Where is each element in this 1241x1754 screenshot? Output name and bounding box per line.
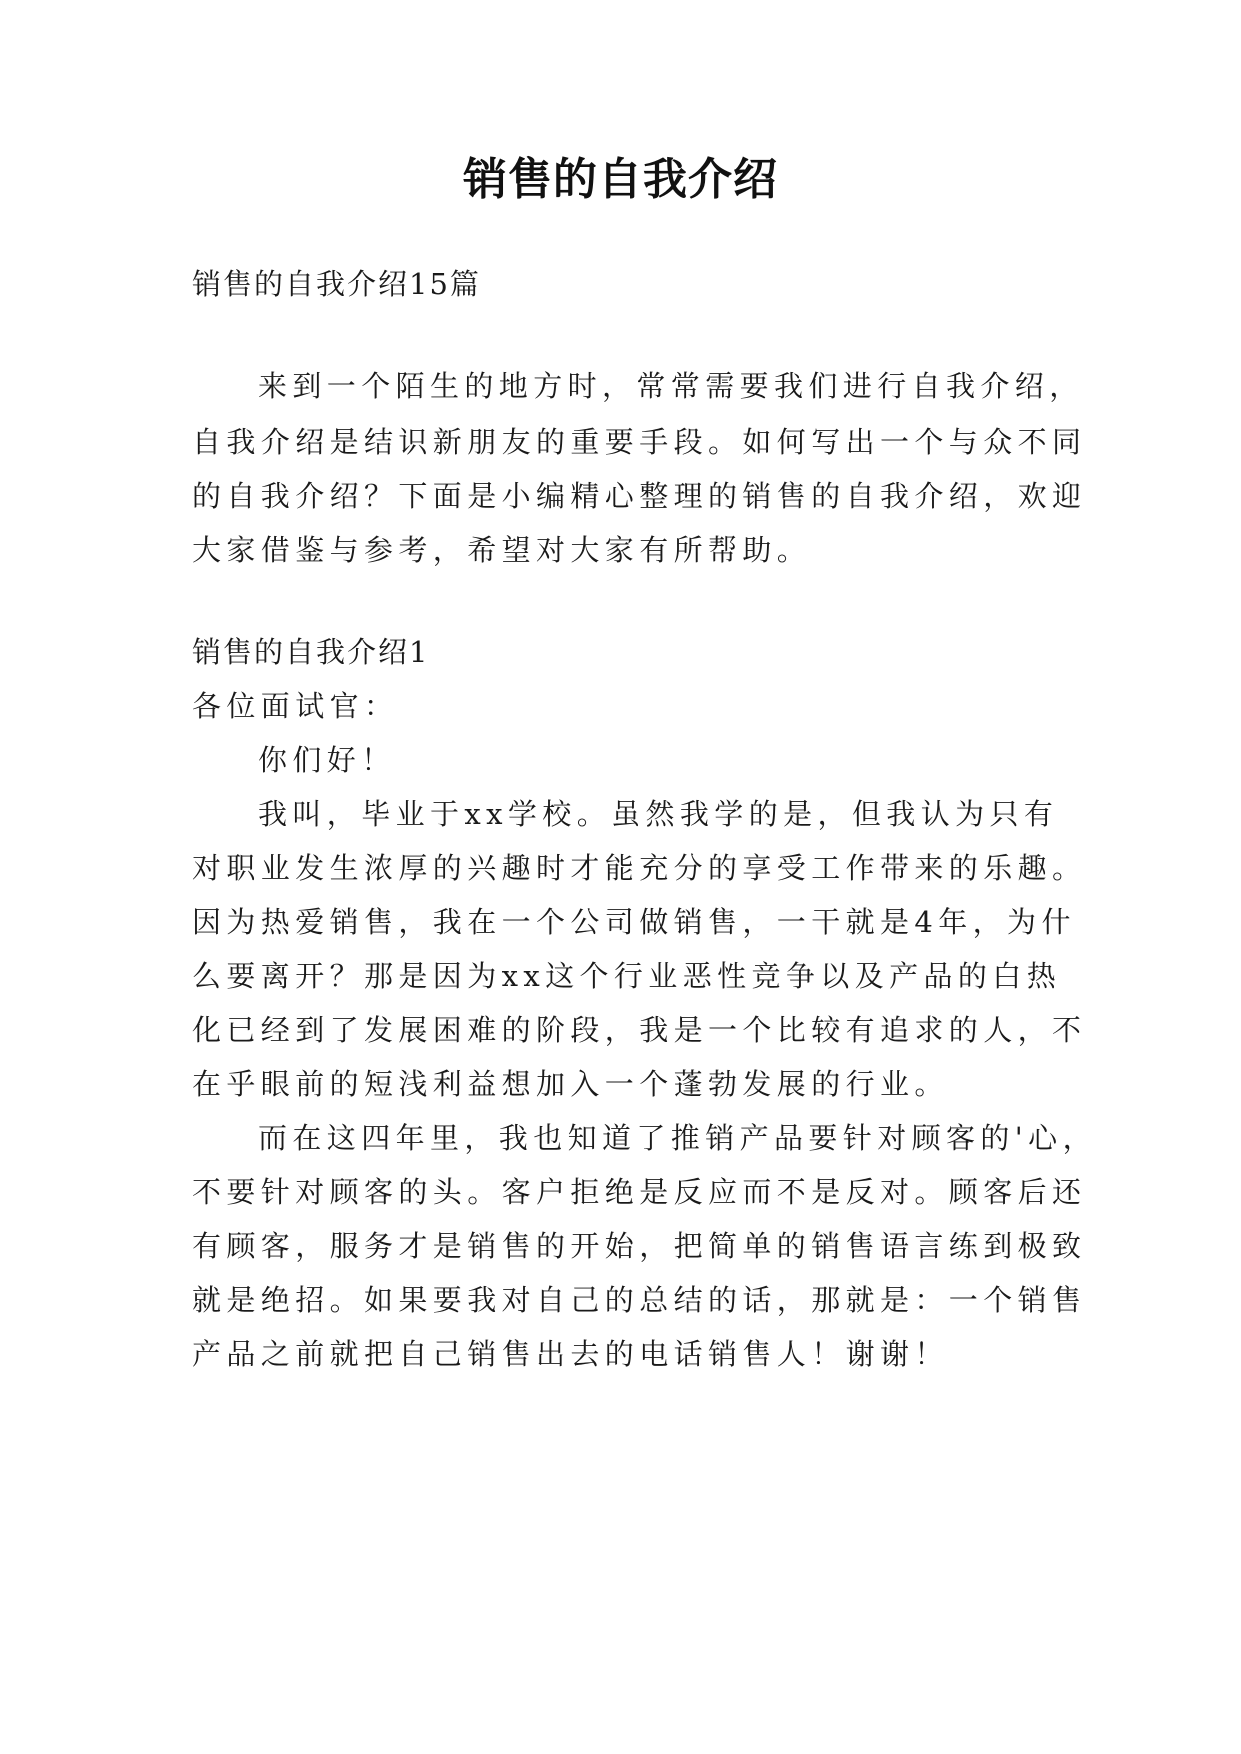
paragraph-line: 不要针对顾客的头。客户拒绝是反应而不是反对。顾客后还 <box>192 1175 1087 1209</box>
paragraph-line: 有顾客，服务才是销售的开始，把简单的销售语言练到极致 <box>192 1229 1087 1263</box>
paragraph-line: 化已经到了发展困难的阶段，我是一个比较有追求的人，不 <box>192 1013 1087 1047</box>
document-subtitle: 销售的自我介绍15篇 <box>192 267 481 301</box>
paragraph-line: 因为热爱销售，我在一个公司做销售，一干就是4年，为什 <box>192 905 1076 939</box>
greeting: 你们好！ <box>258 743 396 777</box>
paragraph-line: 而在这四年里，我也知道了推销产品要针对顾客的'心， <box>258 1121 1097 1155</box>
paragraph-line: 就是绝招。如果要我对自己的总结的话，那就是：一个销售 <box>192 1283 1087 1317</box>
paragraph-line: 我叫，毕业于xx学校。虽然我学的是，但我认为只有 <box>258 797 1059 831</box>
paragraph-line: 来到一个陌生的地方时，常常需要我们进行自我介绍， <box>258 369 1084 403</box>
document-title: 销售的自我介绍 <box>463 154 778 205</box>
section-heading: 销售的自我介绍1 <box>192 635 430 669</box>
salutation: 各位面试官： <box>192 689 399 723</box>
paragraph-line: 产品之前就把自己销售出去的电话销售人！谢谢！ <box>192 1337 949 1371</box>
paragraph-line: 么要离开？那是因为xx这个行业恶性竞争以及产品的白热 <box>192 959 1062 993</box>
paragraph-line: 对职业发生浓厚的兴趣时才能充分的享受工作带来的乐趣。 <box>192 851 1087 885</box>
paragraph-line: 大家借鉴与参考，希望对大家有所帮助。 <box>192 533 812 567</box>
paragraph-line: 的自我介绍？下面是小编精心整理的销售的自我介绍，欢迎 <box>192 479 1087 513</box>
paragraph-line: 自我介绍是结识新朋友的重要手段。如何写出一个与众不同 <box>192 425 1087 459</box>
paragraph-line: 在乎眼前的短浅利益想加入一个蓬勃发展的行业。 <box>192 1067 949 1101</box>
